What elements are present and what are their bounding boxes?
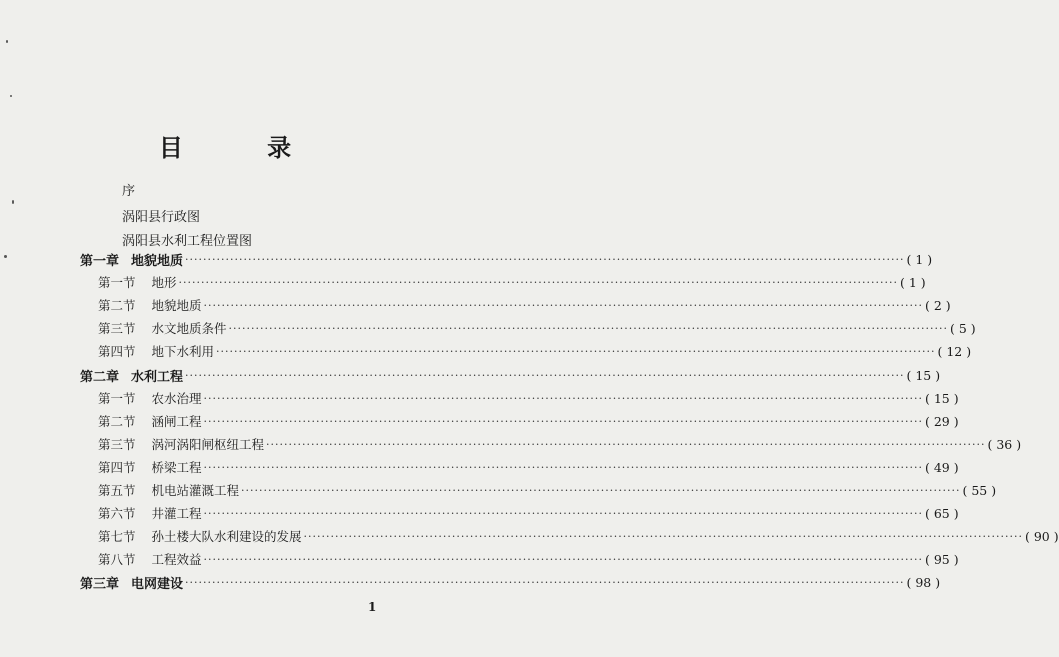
dot-leader: ································································································································································ [303, 529, 1023, 543]
toc-entry-title: 工程效益 [151, 552, 202, 567]
toc-entry-title: 机电站灌溉工程 [151, 483, 240, 498]
toc-entry-label [98, 504, 202, 522]
front-matter-item: 涡阳县行政图 [122, 210, 201, 225]
toc-chapter-row [80, 250, 933, 269]
toc-section-row [98, 273, 926, 291]
toc-entry-page: ( 90 ) [1024, 528, 1059, 544]
toc-section-row [98, 389, 959, 407]
toc-entry-label [80, 366, 183, 385]
toc-entry-page: ( 1 ) [906, 251, 933, 267]
toc-entry-title: 桥梁工程 [151, 460, 202, 475]
scan-speck [10, 95, 12, 97]
front-matter-item: 涡阳县水利工程位置图 [122, 234, 253, 249]
dot-leader: ································································································································································ [185, 368, 905, 382]
toc-entry-number: 第二章 [80, 369, 120, 385]
toc-section-row [98, 458, 959, 476]
toc-section-row [98, 412, 959, 430]
toc-entry-label [98, 550, 202, 568]
dot-leader: ································································································································································ [203, 506, 923, 520]
toc-entry-title: 地形 [151, 275, 177, 290]
toc-entry-title: 水利工程 [131, 369, 184, 385]
toc-entry-page: ( 15 ) [924, 390, 959, 406]
toc-entry-title: 地貌地质 [131, 253, 184, 269]
toc-entry-title: 涡河涡阳闸枢纽工程 [151, 437, 265, 452]
toc-entry-page: ( 65 ) [924, 505, 959, 521]
front-matter-item: 序 [122, 184, 136, 199]
toc-entry-label [98, 412, 202, 430]
toc-entry-page: ( 15 ) [906, 367, 941, 383]
dot-leader: ································································································································································ [266, 437, 986, 451]
toc-entry-label [80, 250, 183, 269]
toc-entry-number: 第七节 [98, 529, 136, 544]
dot-leader: ································································································································································ [185, 575, 905, 589]
toc-entry-number: 第三节 [98, 321, 136, 336]
toc-entry-page: ( 29 ) [924, 413, 959, 429]
toc-entry-title: 涵闸工程 [151, 414, 202, 429]
toc-entry-number: 第四节 [98, 460, 136, 475]
toc-entry-title: 电网建设 [131, 576, 184, 592]
dot-leader: ································································································································································ [203, 552, 923, 566]
toc-entry-page: ( 95 ) [924, 551, 959, 567]
dot-leader: ································································································································································ [185, 252, 905, 266]
toc-section-row [98, 527, 1059, 545]
dot-leader: ································································································································································ [216, 344, 936, 358]
toc-section-row [98, 435, 1022, 453]
toc-entry-label [80, 573, 183, 592]
toc-entry-page: ( 55 ) [962, 482, 997, 498]
dot-leader: ································································································································································ [203, 460, 923, 474]
toc-entry-label [98, 273, 177, 291]
toc-entry-page: ( 36 ) [987, 436, 1022, 452]
toc-entry-page: ( 98 ) [906, 574, 941, 590]
toc-entry-page: ( 1 ) [899, 274, 926, 290]
toc-entry-title: 地下水利用 [151, 344, 215, 359]
toc-entry-label [98, 342, 214, 360]
scan-speck [12, 200, 14, 204]
toc-entry-number: 第一节 [98, 275, 136, 290]
toc-entry-title: 农水治理 [151, 391, 202, 406]
toc-entry-title: 井灌工程 [151, 506, 202, 521]
dot-leader: ································································································································································ [203, 414, 923, 428]
scan-speck [6, 40, 8, 43]
dot-leader: ································································································································································ [203, 391, 923, 405]
toc-entry-number: 第八节 [98, 552, 136, 567]
toc-entry-number: 第二节 [98, 298, 136, 313]
dot-leader: ································································································································································ [241, 483, 961, 497]
toc-entry-label [98, 435, 264, 453]
toc-entry-label [98, 296, 202, 314]
toc-entry-number: 第一章 [80, 253, 120, 269]
toc-entry-title: 水文地质条件 [151, 321, 227, 336]
toc-entry-number: 第一节 [98, 391, 136, 406]
toc-entry-number: 第三章 [80, 576, 120, 592]
dot-leader: ································································································································································ [178, 275, 898, 289]
toc-entry-number: 第六节 [98, 506, 136, 521]
toc-chapter-row [80, 366, 941, 385]
toc-entry-number: 第四节 [98, 344, 136, 359]
toc-entry-label [98, 389, 202, 407]
toc-section-row [98, 550, 959, 568]
toc-entry-number: 第五节 [98, 483, 136, 498]
toc-entry-label [98, 481, 239, 499]
toc-section-row [98, 296, 951, 314]
page-number: 1 [368, 600, 377, 614]
toc-entry-page: ( 12 ) [937, 343, 972, 359]
toc-section-row [98, 342, 972, 360]
toc-entry-label [98, 319, 227, 337]
toc-entry-page: ( 49 ) [924, 459, 959, 475]
toc-section-row [98, 319, 976, 337]
toc-section-row [98, 481, 997, 499]
toc-entry-label [98, 527, 302, 545]
toc-section-row [98, 504, 959, 522]
toc-entry-label [98, 458, 202, 476]
dot-leader: ································································································································································ [228, 321, 948, 335]
dot-leader: ································································································································································ [203, 298, 923, 312]
toc-entry-number: 第三节 [98, 437, 136, 452]
toc-entry-title: 地貌地质 [151, 298, 202, 313]
toc-entry-page: ( 5 ) [949, 320, 976, 336]
toc-chapter-row [80, 573, 941, 592]
toc-entry-page: ( 2 ) [924, 297, 951, 313]
scan-speck [4, 255, 7, 258]
toc-entry-title: 孙土楼大队水利建设的发展 [151, 529, 302, 544]
toc-entry-number: 第二节 [98, 414, 136, 429]
page-title: 目 录 [158, 133, 330, 162]
